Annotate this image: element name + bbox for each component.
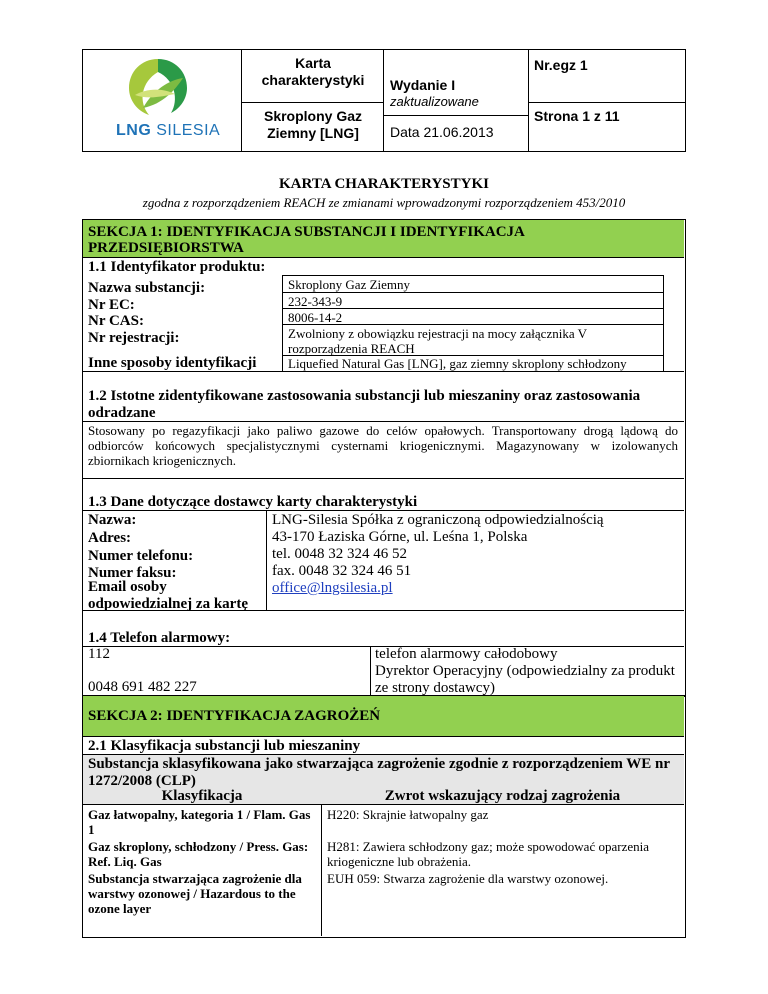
s12-text: Stosowany po regazyfikacji jako paliwo gazowe do celów opałowych. Transportowany drogą lądową do odbiorców końcowych specjalistycznymi cysternami kriogenicznymi. Magazynowany w izolowanych zbiornikach kriogenicznych. [88, 423, 678, 468]
supplier-value-name: LNG-Silesia Spółka z ograniczoną odpowiedzialnością [272, 512, 604, 528]
doc-date: Data 21.06.2013 [390, 124, 494, 140]
s12-title: 1.2 Istotne zidentyfikowane zastosowania substancji lub mieszaniny oraz zastosowania odradzane [88, 388, 641, 421]
edition: Wydanie I [390, 77, 456, 93]
id-top-line [282, 275, 663, 276]
s12-line [83, 421, 684, 422]
product-name: Skroplony Gaz Ziemny [LNG] [263, 108, 363, 141]
header-divider-2 [383, 49, 384, 151]
reg-number: Nr.egz 1 [534, 57, 588, 73]
alarm-col-divider [370, 646, 371, 695]
supplier-top-line [83, 510, 684, 511]
logo-text-lng: LNG [116, 122, 152, 139]
s12-bottom-line [83, 478, 684, 479]
header-divider-3 [528, 49, 529, 151]
supplier-label-name: Nazwa: [88, 512, 137, 528]
alarm-number-1: 112 [88, 646, 110, 662]
page-number: Strona 1 z 11 [534, 108, 620, 124]
supplier-email-link[interactable]: office@lngsilesia.pl [272, 580, 393, 596]
section2-heading-text: SEKCJA 2: IDENTYFIKACJA ZAGROŻEŃ [88, 708, 381, 724]
s21-col2: Zwrot wskazujący rodzaj zagrożenia [384, 788, 621, 804]
id-value-other: Liquefied Natural Gas [LNG], gaz ziemny skroplony schłodzony [288, 356, 627, 371]
company-logo [83, 50, 240, 150]
s21-title: 2.1 Klasyfikacja substancji lub mieszaniny [88, 738, 361, 754]
s1-line-a [83, 257, 684, 258]
s13-title: 1.3 Dane dotyczące dostawcy karty charakterystyki [88, 494, 418, 510]
id-label-other: Inne sposoby identyfikacji [88, 355, 257, 371]
s21-header-line [83, 804, 684, 805]
edition-note: zaktualizowane [390, 94, 479, 109]
hazard-stmt-2: H281: Zawiera schłodzony gaz; może spowodować oparzenia kriogeniczne lub obrażenia. [327, 839, 649, 869]
page-subtitle: zgodna z rozporządzeniem REACH ze zmianami wprowadzonymi rozporządzeniem 453/2010 [142, 195, 626, 210]
supplier-label-email: Email osoby odpowiedzialnej za kartę [88, 579, 248, 612]
hazard-class-1: Gaz łatwopalny, kategoria 1 / Flam. Gas 1 [88, 807, 311, 837]
supplier-value-address: 43-170 Łaziska Górne, ul. Leśna 1, Polska [272, 529, 528, 545]
header-divider-1 [241, 49, 242, 151]
hazard-stmt-1: H220: Skrajnie łatwopalny gaz [327, 807, 489, 822]
id-col-divider [282, 275, 283, 371]
supplier-value-fax: fax. 0048 32 324 46 51 [272, 563, 412, 579]
page-title: KARTA CHARAKTERYSTYKI [279, 176, 489, 192]
id-line-1 [282, 292, 663, 293]
header-hline-right [528, 102, 685, 103]
logo-text-silesia: SILESIA [156, 122, 221, 139]
s2-line-a [83, 736, 684, 737]
hazard-stmt-3: EUH 059: Stwarza zagrożenie dla warstwy ozonowej. [327, 871, 609, 886]
hazard-class-3: Substancja stwarzająca zagrożenie dla warstwy ozonowej / Hazardous to the ozone layer [88, 871, 302, 916]
alarm-desc-1: telefon alarmowy całodobowy [375, 646, 558, 662]
supplier-value-phone: tel. 0048 32 324 46 52 [272, 546, 407, 562]
id-value-reg: Zwolniony z obowiązku rejestracji na mocy załącznika V rozporządzenia REACH [288, 326, 587, 356]
header-hline-mid [383, 115, 528, 116]
s21-col-divider [321, 804, 322, 936]
supplier-label-fax: Numer faksu: [88, 565, 177, 581]
s14-title: 1.4 Telefon alarmowy: [88, 630, 231, 646]
hazard-class-2: Gaz skroplony, schłodzony / Press. Gas: Ref. Liq. Gas [88, 839, 309, 869]
supplier-col-divider [266, 510, 267, 610]
id-value-cas: 8006-14-2 [288, 310, 343, 325]
doc-type: Karta charakterystyki [261, 55, 365, 88]
supplier-label-phone: Numer telefonu: [88, 548, 194, 564]
alarm-number-2: 0048 691 482 227 [88, 679, 197, 695]
id-value-ec: 232-343-9 [288, 294, 343, 309]
s21-col1: Klasyfikacja [161, 788, 243, 804]
id-label-name: Nazwa substancji: [88, 280, 206, 296]
s21-subtitle: Substancja sklasyfikowana jako stwarzająca zagrożenie zgodnie z rozporządzeniem WE nr 1272/2008 (CLP) [88, 756, 670, 789]
id-label-reg: Nr rejestracji: [88, 330, 180, 346]
header-hline-left [241, 102, 383, 103]
s11-title: 1.1 Identyfikator produktu: [88, 259, 266, 275]
id-label-cas: Nr CAS: [88, 313, 144, 329]
alarm-desc-2: Dyrektor Operacyjny (odpowiedzialny za produkt ze strony dostawcy) [375, 663, 675, 696]
id-label-ec: Nr EC: [88, 297, 135, 313]
id-value-name: Skroplony Gaz Ziemny [288, 277, 411, 292]
section1-heading-text: SEKCJA 1: IDENTYFIKACJA SUBSTANCJI I IDENTYFIKACJA PRZEDSIĘBIORSTWA [88, 224, 525, 256]
supplier-label-address: Adres: [88, 530, 132, 546]
id-right-border [663, 275, 664, 371]
